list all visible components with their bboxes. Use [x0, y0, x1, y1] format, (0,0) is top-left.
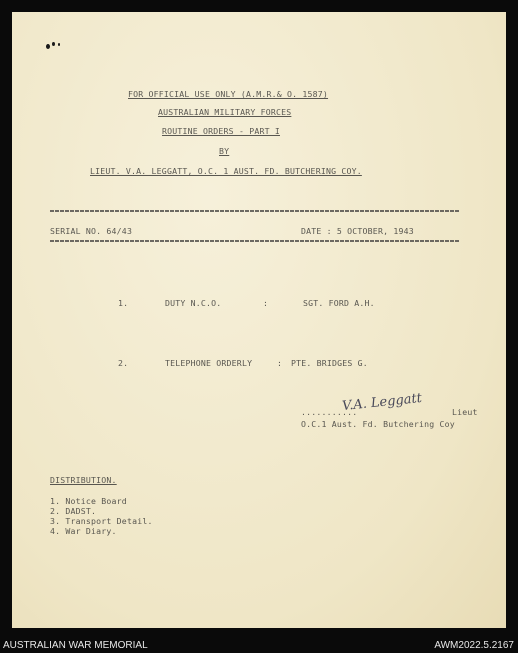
header-forces: AUSTRALIAN MILITARY FORCES	[158, 107, 292, 117]
distribution-item: 1. Notice Board	[50, 496, 127, 506]
footer-accession: AWM2022.5.2167	[434, 640, 514, 651]
distribution-item: 2. DADST.	[50, 506, 97, 516]
serial-number: SERIAL NO. 64/43	[50, 226, 133, 236]
header-orders-title: ROUTINE ORDERS - PART I	[162, 126, 280, 136]
order-title: TELEPHONE ORDERLY	[165, 358, 253, 368]
order-number: 1.	[118, 298, 129, 308]
header-by: BY	[219, 146, 230, 156]
distribution-item: 4. War Diary.	[50, 526, 117, 536]
punch-hole	[58, 43, 60, 46]
top-rule	[50, 210, 460, 212]
signature-dots: ...........	[301, 407, 358, 417]
footer-source: AUSTRALIAN WAR MEMORIAL	[3, 640, 148, 651]
handwritten-signature: V.A. Leggatt	[341, 390, 423, 415]
punch-hole	[46, 44, 50, 49]
signature-rank: Lieut	[452, 407, 478, 417]
distribution-item: 3. Transport Detail.	[50, 516, 153, 526]
order-separator: :	[263, 298, 269, 308]
bottom-rule	[50, 240, 460, 242]
order-separator: :	[277, 358, 283, 368]
signature-title: O.C.1 Aust. Fd. Butchering Coy	[301, 419, 455, 429]
document-page	[12, 12, 506, 628]
punch-hole	[52, 42, 55, 46]
order-date: DATE : 5 OCTOBER, 1943	[301, 226, 414, 236]
order-title: DUTY N.C.O.	[165, 298, 222, 308]
header-issuer: LIEUT. V.A. LEGGATT, O.C. 1 AUST. FD. BUTCHERING COY.	[90, 166, 362, 176]
distribution-title: DISTRIBUTION.	[50, 475, 117, 485]
order-value: SGT. FORD A.H.	[303, 298, 375, 308]
header-restriction: FOR OFFICIAL USE ONLY (A.M.R.& O. 1587)	[128, 89, 329, 99]
order-value: PTE. BRIDGES G.	[291, 358, 368, 368]
order-number: 2.	[118, 358, 129, 368]
